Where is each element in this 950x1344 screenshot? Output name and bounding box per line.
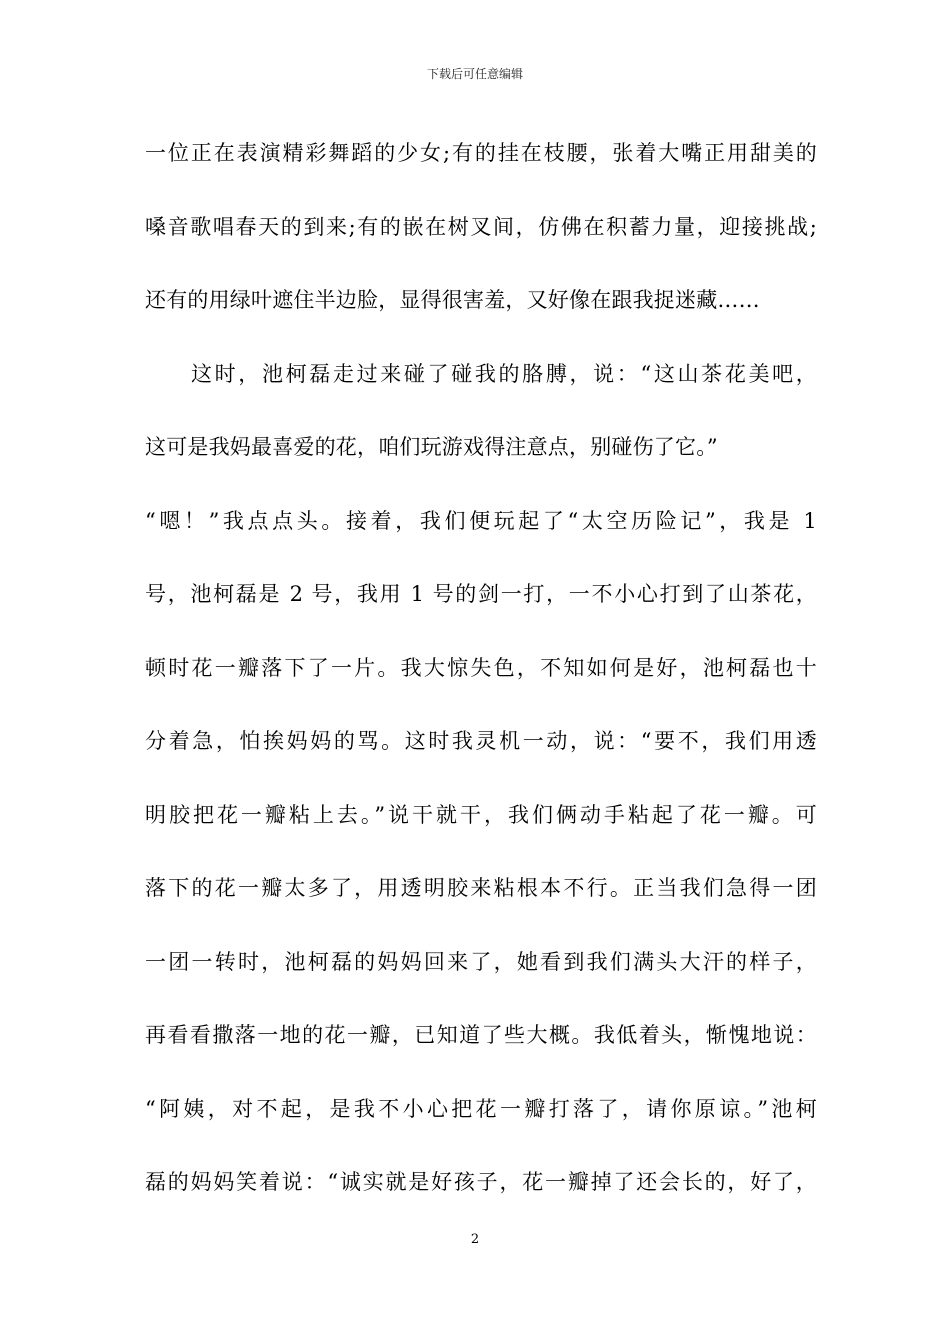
body-line-3: 还有的用绿叶遮住半边脸，显得很害羞，又好像在跟我捉迷藏……	[145, 288, 760, 312]
body-line-1: 一位正在表演精彩舞蹈的少女;有的挂在枝腰，张着大嘴正用甜美的	[145, 141, 817, 165]
body-line-14: “阿姨，对不起，是我不小心把花一瓣打落了，请你原谅。”池柯	[145, 1096, 817, 1121]
body-line-6: “嗯！”我点点头。接着，我们便玩起了“太空历险记”，我是 1	[145, 508, 817, 533]
body-line-2: 嗓音歌唱春天的到来;有的嵌在树叉间，仿佛在积蓄力量，迎接挑战;	[145, 214, 817, 239]
body-line-15: 磊的妈妈笑着说：“诚实就是好孩子，花一瓣掉了还会长的，好了，	[145, 1170, 817, 1194]
document-body	[145, 131, 817, 1234]
page-number: 2	[470, 1232, 480, 1247]
body-line-7: 号，池柯磊是 2 号，我用 1 号的剑一打，一不小心打到了山茶花，	[145, 582, 817, 606]
body-line-9: 分着急，怕挨妈妈的骂。这时我灵机一动，说：“要不，我们用透	[145, 729, 817, 753]
body-line-5: 这可是我妈最喜爱的花，咱们玩游戏得注意点，别碰伤了它。”	[145, 435, 718, 459]
body-line-8: 顿时花一瓣落下了一片。我大惊失色，不知如何是好，池柯磊也十	[145, 655, 817, 680]
body-line-4: 这时，池柯磊走过来碰了碰我的胳膊，说：“这山茶花美吧，	[191, 361, 817, 386]
body-line-11: 落下的花一瓣太多了，用透明胶来粘根本不行。正当我们急得一团	[145, 876, 817, 900]
page-header: 下载后可任意编辑	[426, 67, 523, 81]
body-line-12: 一团一转时，池柯磊的妈妈回来了，她看到我们满头大汗的样子，	[145, 949, 817, 974]
body-line-10: 明胶把花一瓣粘上去。”说干就干，我们俩动手粘起了花一瓣。可	[145, 802, 817, 827]
body-line-13: 再看看撒落一地的花一瓣，已知道了些大概。我低着头，惭愧地说：	[145, 1023, 817, 1047]
